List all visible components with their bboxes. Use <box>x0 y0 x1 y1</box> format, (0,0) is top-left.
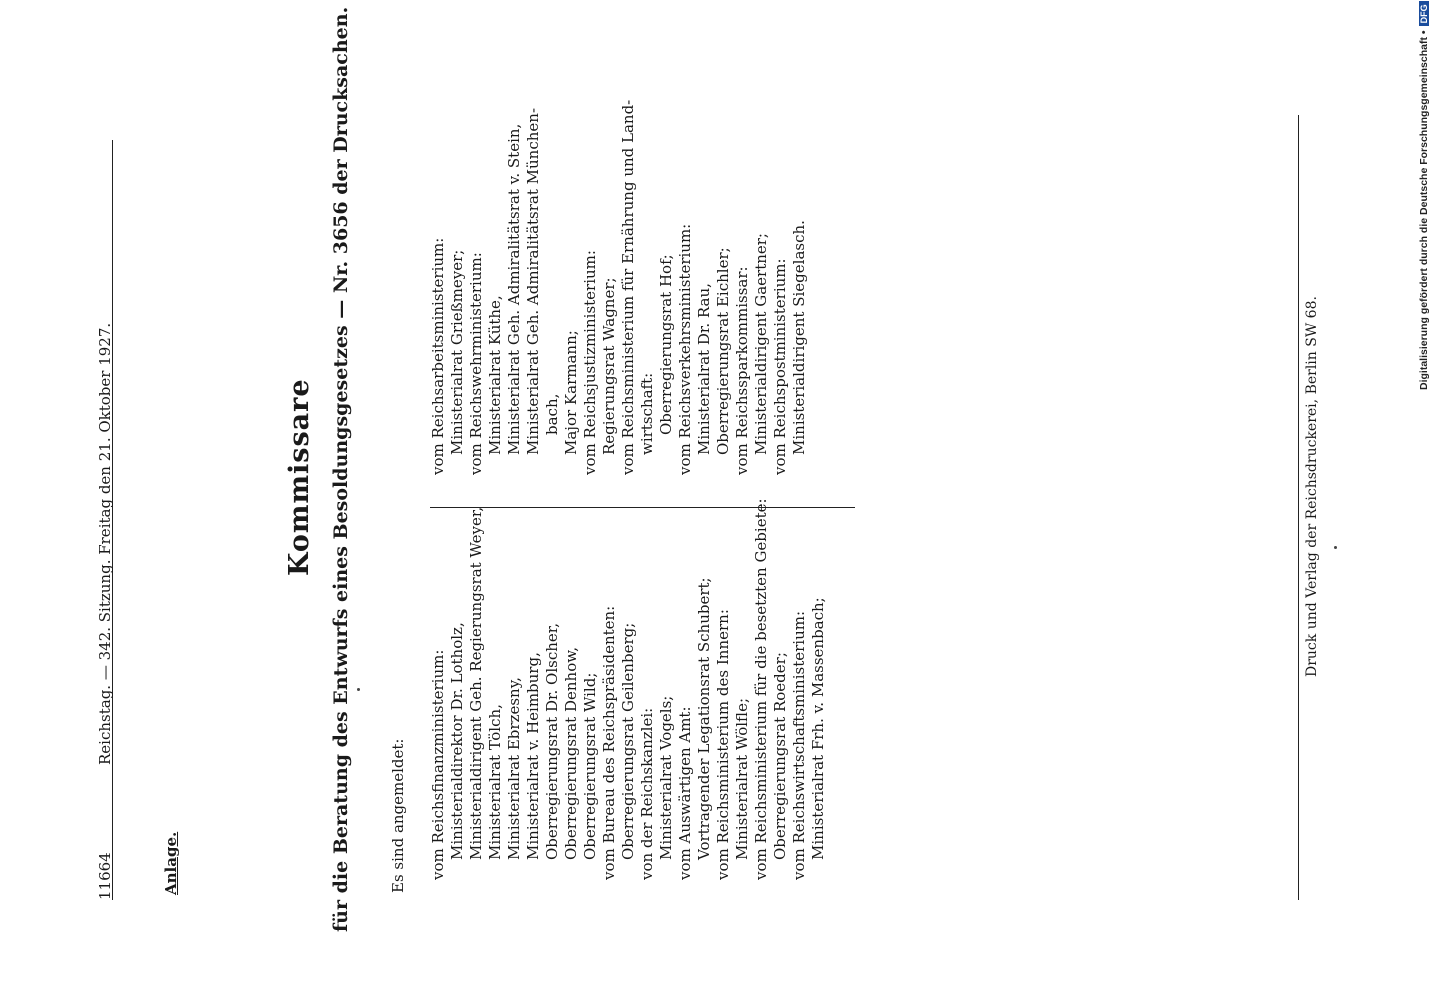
dfg-note-text: Digitalisierung gefördert durch die Deutsche Forschungsgemeinschaft • <box>1418 30 1430 390</box>
commissioner-entry: Ministerialrat Wölfle; <box>733 698 751 860</box>
ministry-heading: vom Reichswehrministerium: <box>467 252 485 475</box>
commissioner-entry: Ministerialrat Geh. Admiralitätsrat v. Stein, <box>505 123 523 455</box>
commissioner-entry: bach, <box>543 393 561 435</box>
commissioner-entry: Oberregierungsrat Roeder; <box>771 652 789 860</box>
commissioner-entry: Oberregierungsrat Dr. Olscher, <box>543 622 561 860</box>
dfg-funding-note <box>1418 1 1430 390</box>
ministry-heading: vom Bureau des Reichspräsidenten: <box>600 605 618 880</box>
commissioner-entry: Ministerialdirigent Gaertner; <box>752 233 770 455</box>
commissioner-entry: Oberregierungsrat Wild; <box>581 672 599 860</box>
ministry-heading: vom Reichsministerium für die besetzten Gebiete: <box>752 498 770 880</box>
footer-rule <box>1298 115 1299 900</box>
commissioner-entry: Ministerialrat v. Heimburg, <box>524 652 542 860</box>
ministry-heading: vom Reichsjustizministerium: <box>581 250 599 475</box>
scan-speck <box>1334 546 1337 549</box>
commissioner-entry: Ministerialrat Geh. Admiralitätsrat München- <box>524 107 542 455</box>
commissioner-entry: Ministerialdirigent Siegelasch. <box>790 220 808 455</box>
commissioner-entry: Oberregierungsrat Hof; <box>657 254 675 435</box>
ministry-heading: vom Reichsfinanzministerium: <box>429 649 447 880</box>
commissioner-entry: Ministerialrat Ebrzesny, <box>505 677 523 860</box>
page-number: 11664 <box>96 852 114 900</box>
commissioner-entry: Ministerialrat Dr. Rau, <box>695 283 713 455</box>
commissioner-entry: Ministerialrat Vogels; <box>657 695 675 860</box>
ministry-heading: vom Auswärtigen Amt: <box>676 706 694 880</box>
commissioners-column-1 <box>429 498 828 880</box>
anlage-label: Anlage. <box>162 831 180 895</box>
commissioner-entry: Vortragender Legationsrat Schubert; <box>695 577 713 860</box>
commissioner-entry: Ministerialrat Frh. v. Massenbach; <box>809 597 827 860</box>
commissioner-entry: Ministerialrat Küthe, <box>486 295 504 455</box>
ministry-heading: vom Reichsverkehrsministerium: <box>676 223 694 475</box>
imprint: Druck und Verlag der Reichsdruckerei, Berlin SW 68. <box>1304 296 1320 677</box>
commissioner-entry: Major Karmann; <box>562 330 580 455</box>
commissioner-entry: Ministerialdirektor Dr. Lotholz, <box>448 622 466 860</box>
commissioner-entry: Ministerialrat Grießmeyer; <box>448 249 466 455</box>
commissioner-entry: Oberregierungsrat Geilenberg; <box>619 622 637 860</box>
commissioner-entry: wirtschaft: <box>638 372 656 455</box>
commissioners-column-2 <box>429 100 809 475</box>
running-head: Reichstag. — 342. Sitzung. Freitag den 21. Oktober 1927. <box>96 322 114 765</box>
commissioner-entry: Oberregierungsrat Denhow, <box>562 646 580 860</box>
subtitle: für die Beratung des Entwurfs eines Besoldungsgesetzes — Nr. 3656 der Drucksachen. <box>330 6 352 932</box>
ministry-heading: vom Reichswirtschaftsministerium: <box>790 610 808 880</box>
commissioner-entry: Ministerialrat Tölch, <box>486 704 504 860</box>
ministry-heading: von der Reichskanzlei: <box>638 707 656 880</box>
page-title: Kommissare <box>284 378 315 576</box>
ministry-heading: vom Reichsministerium des Innern: <box>714 609 732 880</box>
ministry-heading: vom Reichsministerium für Ernährung und Land- <box>619 99 637 475</box>
intro-text: Es sind angemeldet: <box>389 738 407 893</box>
commissioner-entry: Regierungsrat Wagner; <box>600 277 618 455</box>
scan-speck <box>357 688 360 691</box>
commissioner-entry: Oberregierungsrat Eichler; <box>714 247 732 455</box>
ministry-heading: vom Reichssparkommissar: <box>733 266 751 475</box>
ministry-heading: vom Reichspostministerium: <box>771 258 789 475</box>
dfg-logo: DFG <box>1419 1 1429 26</box>
commissioner-entry: Ministerialdirigent Geh. Regierungsrat Weyer, <box>467 506 485 860</box>
ministry-heading: vom Reichsarbeitsministerium: <box>429 237 447 475</box>
